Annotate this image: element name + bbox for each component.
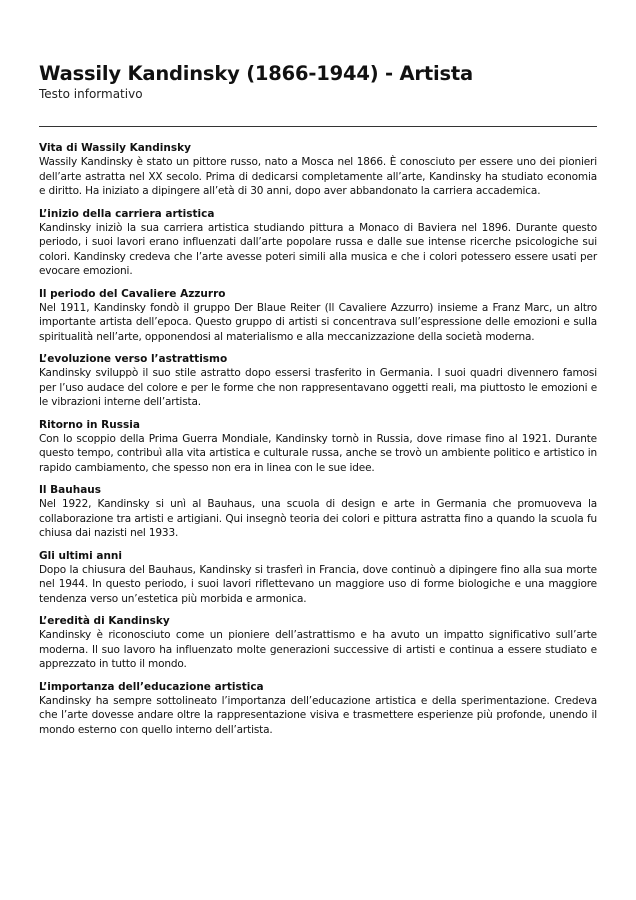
section-body: Wassily Kandinsky è stato un pittore russo, nato a Mosca nel 1866. È conosciuto per essere uno dei pionieri dell’arte astratta nel XX secolo. Prima di dedicarsi completamente all’arte, Kandinsky ha studiato economia e diritto. Ha iniziato a dipingere all’età di 30 anni, dopo aver abbandonato la carriera accademica. — [39, 156, 597, 197]
section-body: Nel 1911, Kandinsky fondò il gruppo Der Blaue Reiter (Il Cavaliere Azzurro) insieme a Franz Marc, un altro importante artista dell’epoca. Questo gruppo di artisti si concentrava sull’espressione delle emozioni e sulla spiritualità nell’arte, opponendosi al materialismo e alla meccanizzazione della società moderna. — [39, 301, 597, 343]
section-body: Kandinsky è riconosciuto come un pioniere dell’astrattismo e ha avuto un impatto significativo sull’arte moderna. Il suo lavoro ha influenzato molte generazioni successive di artisti e continua a essere studiato e apprezzato in tutto il mondo. — [39, 629, 597, 670]
section-body: Con lo scoppio della Prima Guerra Mondiale, Kandinsky tornò in Russia, dove rimase fino al 1921. Durante questo tempo, contribuì alla vita artistica e culturale russa, anche se trovò un ambiente politico e artistico in rapido cambiamento, che spesso non era in linea con le sue idee. — [39, 432, 597, 474]
section-astrattismo — [39, 352, 597, 410]
section-ultimi-anni — [39, 549, 597, 607]
section-heading: Ritorno in Russia — [39, 418, 140, 431]
section-eredita — [39, 614, 597, 672]
section-inizio-carriera — [39, 207, 597, 279]
section-body: Kandinsky ha sempre sottolineato l’importanza dell’educazione artistica e della sperimentazione. Credeva che l’arte dovesse andare oltre la rappresentazione visiva e trasmettere esperienze più profonde, unendo il mondo esterno con quello interno dell’artista. — [39, 694, 597, 736]
document-title: Wassily Kandinsky (1866-1944) - Artista — [39, 62, 473, 85]
section-heading: Vita di Wassily Kandinsky — [39, 142, 191, 154]
section-heading: L’evoluzione verso l’astrattismo — [39, 353, 228, 365]
section-cavaliere-azzurro — [39, 287, 597, 345]
document-subtitle: Testo informativo — [39, 87, 143, 101]
section-heading: Il periodo del Cavaliere Azzurro — [39, 287, 226, 300]
section-heading: L’inizio della carriera artistica — [39, 207, 215, 220]
section-heading: L’eredità di Kandinsky — [39, 615, 170, 627]
section-heading: Il Bauhaus — [39, 484, 102, 496]
section-ritorno-russia — [39, 418, 597, 476]
section-educazione-artistica — [39, 680, 597, 738]
section-body: Nel 1922, Kandinsky si unì al Bauhaus, una scuola di design e arte in Germania che promuoveva la collaborazione tra artisti e artigiani. Qui insegnò teoria dei colori e pittura astratta fino a quando la scuola fu chiusa dai nazisti nel 1933. — [39, 498, 597, 539]
section-body: Kandinsky sviluppò il suo stile astratto dopo essersi trasferito in Germania. I suoi quadri divennero famosi per l’uso audace del colore e per le forme che non rappresentavano oggetti reali, ma piuttosto le emozioni e le vibrazioni interne dell’artista. — [39, 367, 597, 408]
section-bauhaus — [39, 483, 597, 541]
section-vita — [39, 141, 597, 199]
section-heading: Gli ultimi anni — [39, 549, 122, 562]
section-body: Dopo la chiusura del Bauhaus, Kandinsky si trasferì in Francia, dove continuò a dipingere fino alla sua morte nel 1944. In questo periodo, i suoi lavori riflettevano un maggiore uso di forme biologiche e una maggiore tendenza verso un’estetica più morbida e armonica. — [39, 563, 597, 605]
section-heading: L’importanza dell’educazione artistica — [39, 680, 264, 693]
section-body: Kandinsky iniziò la sua carriera artistica studiando pittura a Monaco di Baviera nel 1896. Durante questo periodo, i suoi lavori erano influenzati dall’arte popolare russa e dalle sue intense ricerche psicologiche sui colori. Kandinsky credeva che l’arte avesse poteri simili alla musica e che i colori potessero essere usati per evocare emozioni. — [39, 221, 597, 277]
header-divider — [39, 126, 597, 127]
